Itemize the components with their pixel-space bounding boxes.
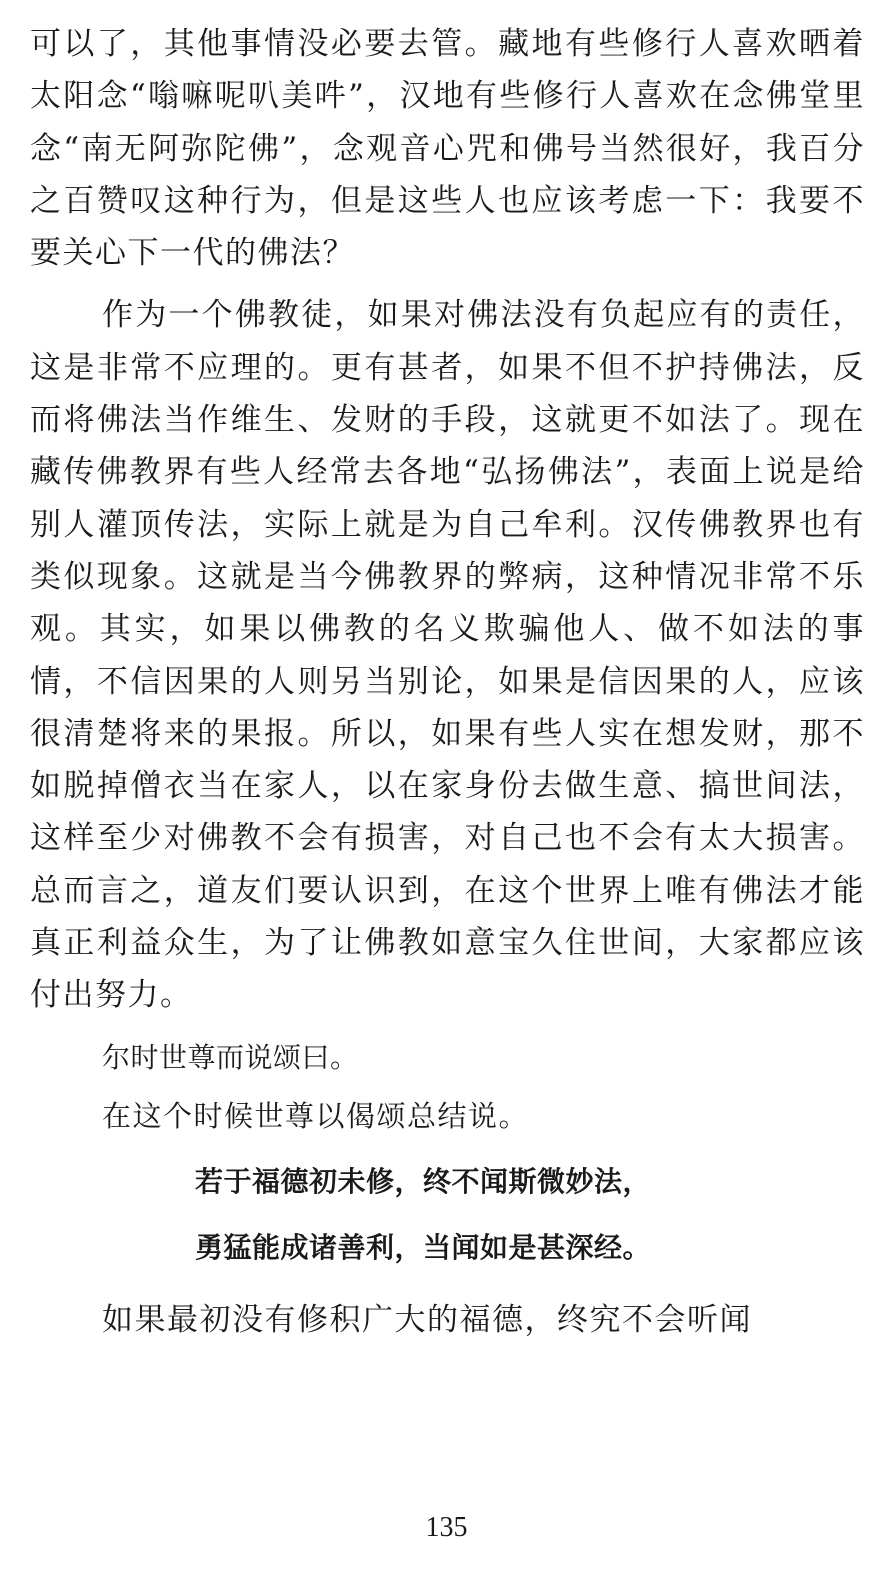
- paragraph-commentary: 如果最初没有修积广大的福德，终究不会听闻: [102, 1301, 752, 1338]
- paragraph-responsibility: 作为一个佛教徒，如果对佛法没有负起应有的责任，这是非常不应理的。更有甚者，如果不但不护持佛法，反而将佛法当作维生、发财的手段，这就更不如法了。现在藏传佛教界有些人经常去各地“弘扬佛法”，表面上说是给别人灌顶传法，实际上就是为自己牟利。汉传佛教界也有类似现象。这就是当今佛教界的弊病，这种情况非常不乐观。其实，如果以佛教的名义欺骗他人、做不如法的事情，不信因果的人则另当别论，如果是信因果的人，应该很清楚将来的果报。所以，如果有些人实在想发财，那不如脱掉僧衣当在家人，以在家身份去做生意、搞世间法，这样至少对佛教不会有损害，对自己也不会有太大损害。总而言之，道友们要认识到，在这个世界上唯有佛法才能真正利益众生，为了让佛教如意宝久住世间，大家都应该付出努力。: [30, 297, 865, 1014]
- page-body: [30, 18, 865, 1346]
- sutra-line: 尔时世尊而说颂曰。: [102, 1040, 359, 1074]
- sutra-explanation: 在这个时候世尊以偈颂总结说。: [102, 1098, 530, 1133]
- verse-line-1: 若于福德初未修，终不闻斯微妙法，: [195, 1164, 652, 1198]
- paragraph-continuation: 可以了，其他事情没必要去管。藏地有些修行人喜欢晒着太阳念“嗡嘛呢叭美吽”，汉地有些修行人喜欢在念佛堂里念“南无阿弥陀佛”，念观音心咒和佛号当然很好，我百分之百赞叹这种行为，但是这些人也应该考虑一下：我要不要关心下一代的佛法？: [30, 26, 865, 272]
- verse-line-2: 勇猛能成诸善利，当闻如是甚深经。: [195, 1230, 652, 1264]
- page-number: 135: [425, 1512, 468, 1543]
